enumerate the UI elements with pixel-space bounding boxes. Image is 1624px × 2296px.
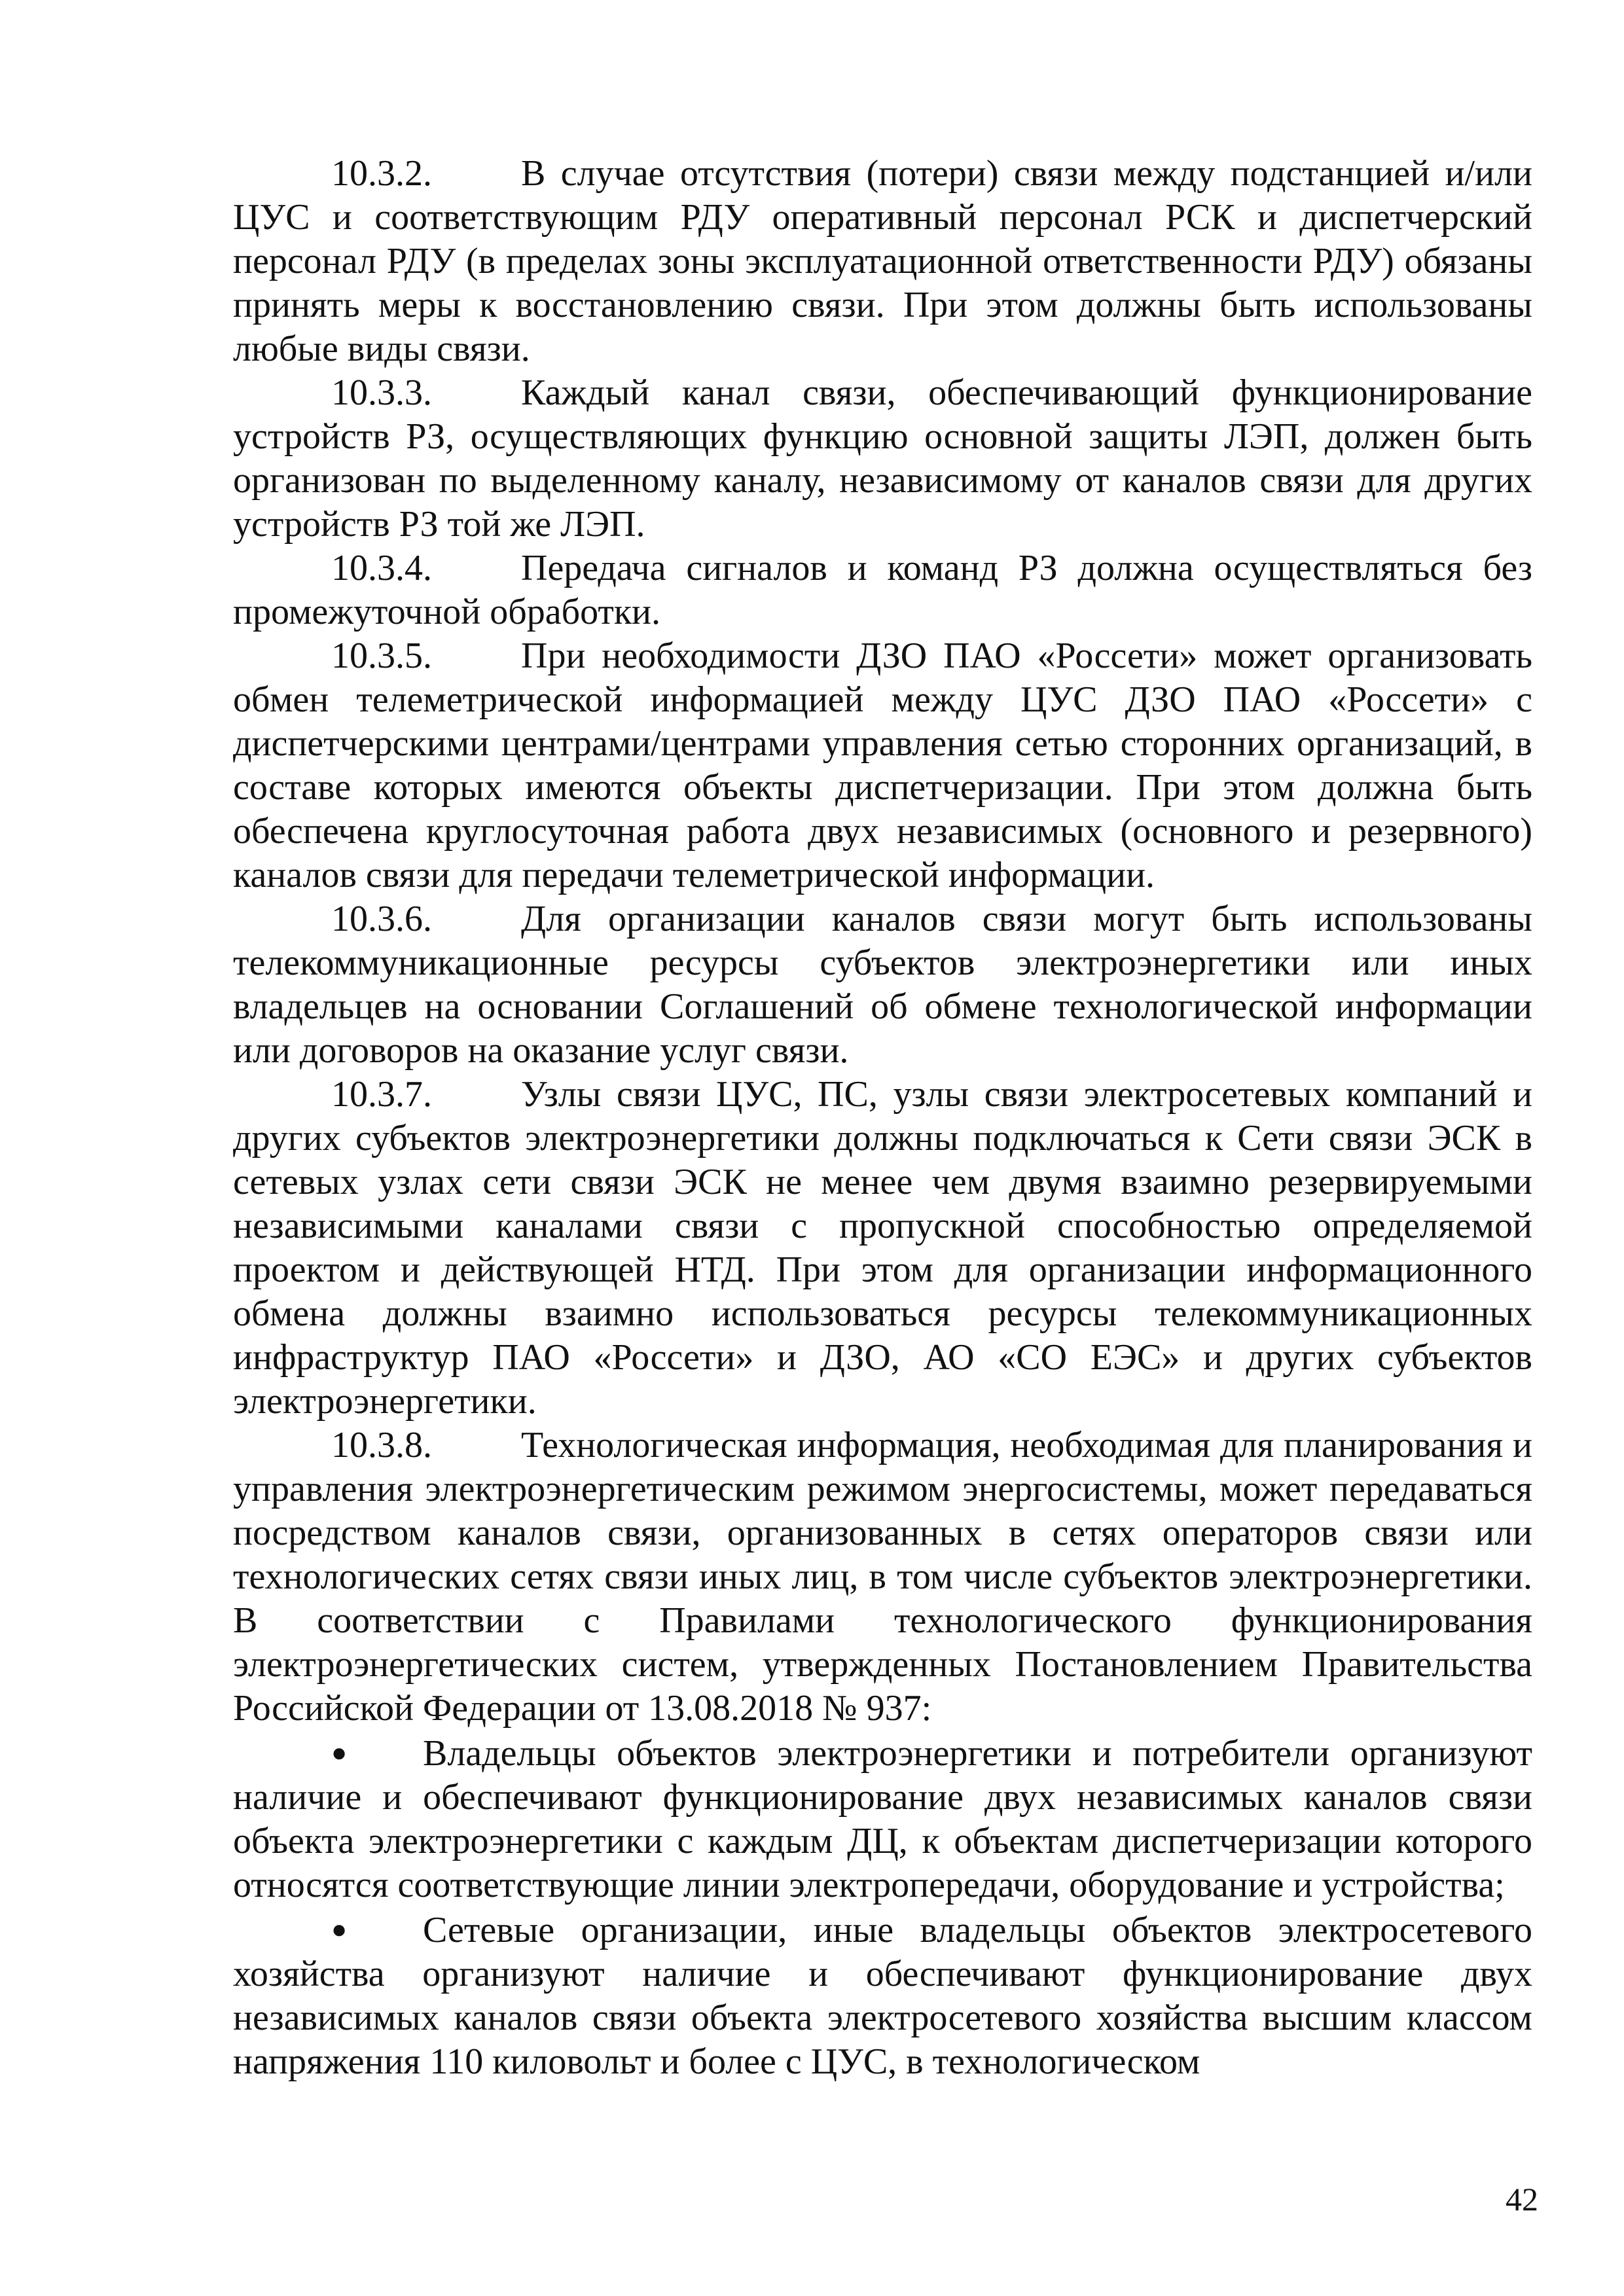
document-body — [233, 152, 1532, 2084]
paragraph-text: В случае отсутствия (потери) связи между подстанцией и/или ЦУС и соответствующим РДУ оперативный персонал РСК и диспетчерский персонал РДУ (в пределах зоны эксплуатационной ответственности РДУ) обязаны принять меры к восстановлению связи. При этом должны быть использованы любые виды связи. — [233, 153, 1532, 369]
paragraph-number: 10.3.6. — [331, 899, 432, 939]
paragraph-text: Для организации каналов связи могут быть использованы телекоммуникационные ресурсы субъектов электроэнергетики или иных владельцев на основании Соглашений об обмене технологической информации или договоров на оказание услуг связи. — [233, 899, 1532, 1071]
paragraph-number: 10.3.4. — [331, 548, 432, 588]
paragraph-text: Узлы связи ЦУС, ПС, узлы связи электросетевых компаний и других субъектов электроэнергетики должны подключаться к Сети связи ЭСК в сетевых узлах сети связи ЭСК не менее чем двумя взаимно резервируемыми независимыми каналами связи с пропускной способностью определяемой проектом и действующей НТД. При этом для организации информационного обмена должны взаимно использоваться ресурсы телекоммуникационных инфраструктур ПАО «Россети» и ДЗО, АО «СО ЕЭС» и других субъектов электроэнергетики. — [233, 1074, 1532, 1422]
bullet-icon: ● — [331, 1738, 348, 1767]
bullet-item — [233, 1907, 1532, 2084]
paragraph-10-3-4 — [233, 547, 1532, 634]
paragraph-text: Каждый канал связи, обеспечивающий функционирование устройств РЗ, осуществляющих функцию основной защиты ЛЭП, должен быть организован по выделенному каналу, независимому от каналов связи для других устройств РЗ той же ЛЭП. — [233, 372, 1532, 545]
paragraph-10-3-2 — [233, 152, 1532, 371]
paragraph-10-3-5 — [233, 634, 1532, 897]
paragraph-10-3-7 — [233, 1073, 1532, 1424]
bullet-text: Сетевые организации, иные владельцы объектов электросетевого хозяйства организуют наличие и обеспечивают функционирование двух независимых каналов связи объекта электросетевого хозяйства высшим классом напряжения 110 киловольт и более с ЦУС, в технологическом — [233, 1910, 1532, 2082]
paragraph-10-3-3 — [233, 371, 1532, 547]
bullet-item — [233, 1731, 1532, 1907]
paragraph-text: Технологическая информация, необходимая для планирования и управления электроэнергетическим режимом энергосистемы, может передаваться посредством каналов связи, организованных в сетях операторов связи или технологических сетях связи иных лиц, в том числе субъектов электроэнергетики. В соответствии с Правилами технологического функционирования электроэнергетических систем, утвержденных Постановлением Правительства Российской Федерации от 13.08.2018 № 937: — [233, 1425, 1532, 1729]
paragraph-number: 10.3.2. — [331, 153, 432, 194]
paragraph-number: 10.3.8. — [331, 1425, 432, 1465]
paragraph-number: 10.3.5. — [331, 636, 432, 676]
bullet-icon: ● — [331, 1914, 348, 1944]
paragraph-text: Передача сигналов и команд РЗ должна осуществляться без промежуточной обработки. — [233, 548, 1532, 632]
paragraph-number: 10.3.3. — [331, 372, 432, 413]
paragraph-text: При необходимости ДЗО ПАО «Россети» может организовать обмен телеметрической информацией между ЦУС ДЗО ПАО «Россети» с диспетчерскими центрами/центрами управления сетью сторонних организаций, в составе которых имеются объекты диспетчеризации. При этом должна быть обеспечена круглосуточная работа двух независимых (основного и резервного) каналов связи для передачи телеметрической информации. — [233, 636, 1532, 895]
page-number: 42 — [1506, 2181, 1538, 2217]
bullet-text: Владельцы объектов электроэнергетики и потребители организуют наличие и обеспечивают функционирование двух независимых каналов связи объекта электроэнергетики с каждым ДЦ, к объектам диспетчеризации которого относятся соответствующие линии электропередачи, оборудование и устройства; — [233, 1733, 1532, 1905]
paragraph-number: 10.3.7. — [331, 1074, 432, 1115]
paragraph-10-3-8 — [233, 1424, 1532, 1731]
paragraph-10-3-6 — [233, 897, 1532, 1073]
